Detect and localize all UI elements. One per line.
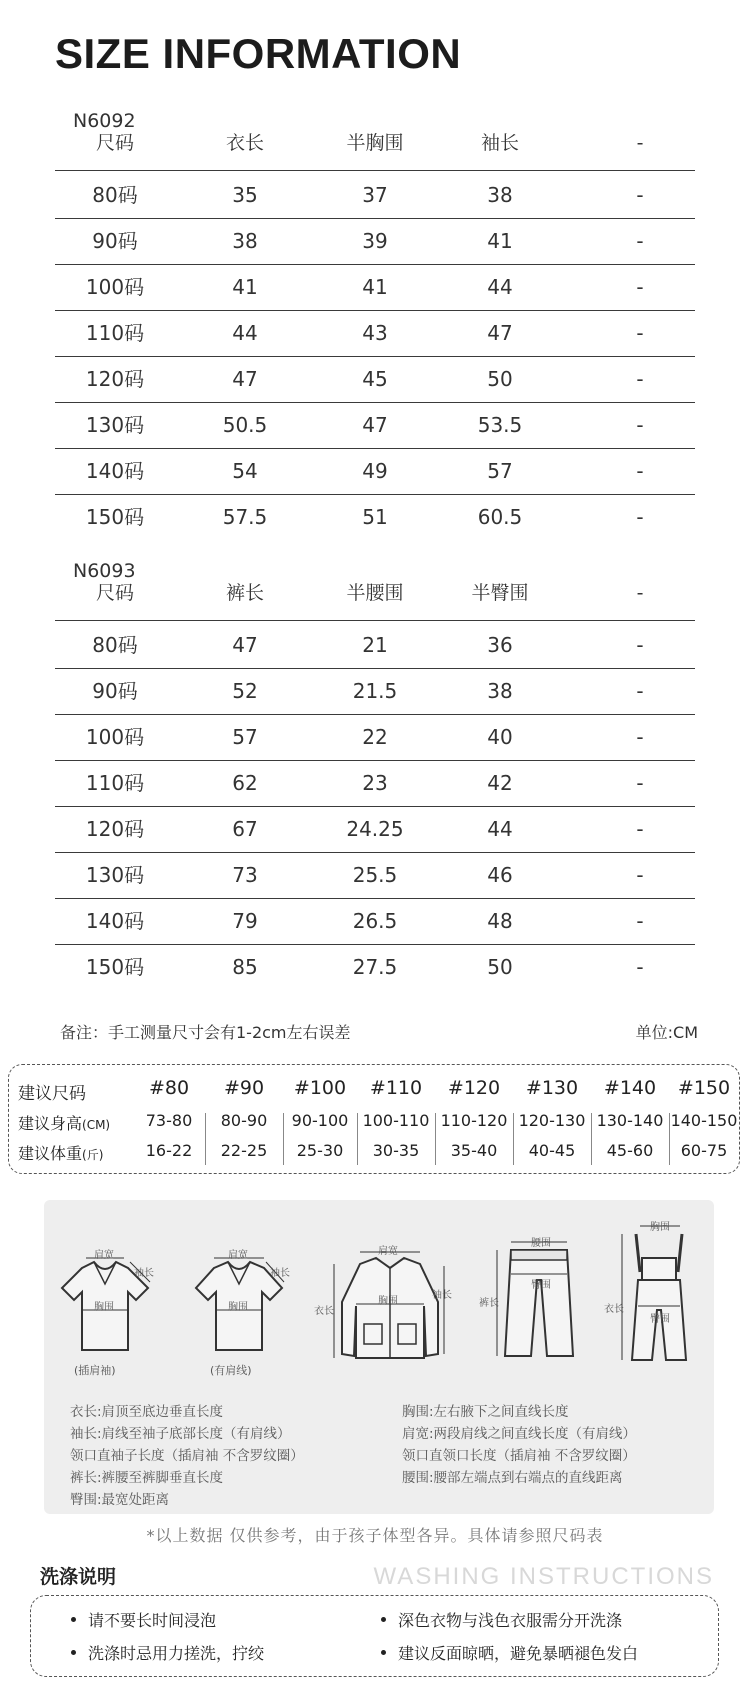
wash-item-text: 请不要长时间浸泡 (88, 1611, 217, 1630)
cell: - (636, 771, 644, 795)
weight-cell: 25-30 (296, 1141, 344, 1160)
cell: 37 (362, 183, 388, 207)
definition-shoulder: 肩宽:两段肩线之间直线长度（有肩线） (402, 1426, 637, 1442)
shoulder-label: 肩宽 (378, 1246, 398, 1257)
shoulder-caption: (有肩线) (210, 1364, 252, 1377)
header-cell: 尺码 (95, 132, 134, 154)
hip-label: 臀围 (531, 1280, 551, 1291)
column-separator (513, 1113, 514, 1165)
cell: 23 (362, 771, 388, 795)
table-row (55, 714, 695, 760)
cell: 47 (362, 413, 388, 437)
bullet-icon (71, 1650, 76, 1655)
cell: 36 (487, 633, 513, 657)
definition-length: 衣长:肩顶至底边垂直长度 (70, 1404, 224, 1420)
overalls-icon (614, 1210, 704, 1380)
height-cell: 80-90 (220, 1111, 268, 1130)
cell: 54 (232, 459, 258, 483)
bullet-icon (71, 1617, 76, 1622)
weight-cell: 40-45 (528, 1141, 576, 1160)
unit-label: 单位:CM (635, 1023, 698, 1042)
header-cell: 半胸围 (346, 132, 404, 154)
cell: 38 (487, 679, 513, 703)
size-cell: #130 (525, 1077, 579, 1099)
table-row (55, 402, 695, 448)
wash-item-text: 建议反面晾晒，避免暴晒褪色发白 (398, 1644, 639, 1663)
size-cell: #90 (223, 1077, 265, 1099)
chest-label: 胸围 (650, 1222, 670, 1233)
cell: 100码 (85, 275, 145, 299)
size-cell: #110 (369, 1077, 423, 1099)
wash-item (71, 1608, 216, 1631)
cell: 120码 (85, 817, 145, 841)
cell: 24.25 (346, 817, 404, 841)
cell: 53.5 (477, 413, 523, 437)
cell: - (636, 413, 644, 437)
height-cell: 73-80 (145, 1111, 193, 1130)
cell: 48 (487, 909, 513, 933)
washing-title-en: WASHING INSTRUCTIONS (373, 1563, 714, 1590)
table-row (55, 622, 695, 668)
chest-label: 胸围 (378, 1296, 398, 1307)
table-row (55, 806, 695, 852)
table-row (55, 494, 695, 540)
header-cell: - (636, 582, 644, 604)
height-cell: 110-120 (440, 1111, 508, 1130)
cell: 45 (362, 367, 388, 391)
size-cell: #100 (293, 1077, 347, 1099)
weight-cell: 22-25 (220, 1141, 268, 1160)
recommendation-box (8, 1064, 740, 1174)
column-separator (591, 1113, 592, 1165)
cell: 27.5 (352, 955, 398, 979)
header-cell: 尺码 (95, 582, 134, 604)
weight-cell: 30-35 (372, 1141, 420, 1160)
table-row (55, 760, 695, 806)
definition-chest: 胸围:左右腋下之间直线长度 (402, 1404, 569, 1420)
jacket-figure (314, 1242, 460, 1372)
cell: 35 (232, 183, 258, 207)
definition-hip: 臀围:最宽处距离 (70, 1492, 170, 1508)
cell: 52 (232, 679, 258, 703)
washing-instructions-box (30, 1595, 719, 1677)
column-separator (435, 1113, 436, 1165)
cell: 44 (487, 275, 513, 299)
cell: 49 (362, 459, 388, 483)
cell: 50 (487, 955, 513, 979)
cell: 80码 (92, 183, 138, 207)
column-separator (205, 1113, 206, 1165)
cell: 73 (232, 863, 258, 887)
cell: - (636, 183, 644, 207)
cell: 67 (232, 817, 258, 841)
product-code: N6092 (73, 110, 136, 132)
header-cell: 衣长 (225, 132, 264, 154)
disclaimer: *以上数据 仅供参考，由于孩子体型各异。具体请参照尺码表 (146, 1526, 604, 1545)
cell: - (636, 863, 644, 887)
cell: 79 (232, 909, 258, 933)
bullet-icon (381, 1650, 386, 1655)
measurement-note: 备注：手工测量尺寸会有1-2cm左右误差 (60, 1023, 351, 1042)
size-cell: #120 (447, 1077, 501, 1099)
cell: 85 (232, 955, 258, 979)
column-separator (283, 1113, 284, 1165)
cell: - (636, 817, 644, 841)
wash-item (381, 1641, 638, 1664)
cell: - (636, 505, 644, 529)
definition-waist: 腰围:腰部左端点到右端点的直线距离 (402, 1470, 623, 1486)
header-cell: - (636, 132, 644, 154)
weight-unit: (斤) (82, 1148, 104, 1162)
table-row (55, 898, 695, 944)
sleeve-label: 袖长 (270, 1268, 290, 1279)
cell: 46 (487, 863, 513, 887)
sleeve-label: 袖长 (432, 1290, 452, 1301)
tshirt-raglan-figure (50, 1250, 160, 1380)
cell: 42 (487, 771, 513, 795)
cell: 110码 (85, 771, 145, 795)
overalls-figure (604, 1210, 704, 1380)
cell: 60.5 (477, 505, 523, 529)
cell: 22 (362, 725, 388, 749)
header-cell: 半腰围 (346, 582, 404, 604)
cell: - (636, 459, 644, 483)
definition-collar-2: 领口直领口长度（插肩袖 不含罗纹圈） (402, 1448, 636, 1464)
waist-label: 腰围 (531, 1238, 551, 1249)
cell: 90码 (92, 679, 138, 703)
cell: 57 (487, 459, 513, 483)
shoulder-label: 肩宽 (228, 1250, 248, 1261)
table-row (55, 668, 695, 714)
cell: - (636, 679, 644, 703)
cell: 140码 (85, 909, 145, 933)
height-cell: 130-140 (596, 1111, 664, 1130)
divider (55, 170, 695, 171)
height-cell: 90-100 (291, 1111, 349, 1130)
cell: 50.5 (222, 413, 268, 437)
header-cell: 袖长 (480, 132, 519, 154)
cell: 38 (232, 229, 258, 253)
cell: 21 (362, 633, 388, 657)
cell: 130码 (85, 863, 145, 887)
cell: 120码 (85, 367, 145, 391)
cell: 62 (232, 771, 258, 795)
measurement-diagram (44, 1200, 714, 1514)
length-label: 衣长 (314, 1306, 334, 1317)
wash-item-text: 深色衣物与浅色衣服需分开洗涤 (398, 1611, 623, 1630)
cell: 25.5 (352, 863, 398, 887)
cell: - (636, 367, 644, 391)
cell: 57 (232, 725, 258, 749)
cell: 26.5 (352, 909, 398, 933)
cell: 50 (487, 367, 513, 391)
length-label: 裤长 (479, 1298, 499, 1309)
cell: 47 (232, 367, 258, 391)
cell: 100码 (85, 725, 145, 749)
raglan-caption: (插肩袖) (74, 1364, 116, 1377)
wash-item (381, 1608, 622, 1631)
height-cell: 140-150 (670, 1111, 738, 1130)
cell: - (636, 955, 644, 979)
header-cell: 半臀围 (471, 582, 529, 604)
divider (55, 620, 695, 621)
size-cell: #80 (148, 1077, 190, 1099)
definition-collar: 领口直袖子长度（插肩袖 不含罗纹圈） (70, 1448, 304, 1464)
page-title: SIZE INFORMATION (55, 30, 462, 77)
cell: 38 (487, 183, 513, 207)
weight-cell: 16-22 (145, 1141, 193, 1160)
table-row (55, 944, 695, 990)
table-row (55, 448, 695, 494)
cell: 39 (362, 229, 388, 253)
chest-label: 胸围 (94, 1302, 114, 1313)
table-header (55, 570, 695, 616)
washing-title: 洗涤说明 (40, 1566, 117, 1588)
cell: 44 (232, 321, 258, 345)
cell: - (636, 725, 644, 749)
height-cell: 120-130 (518, 1111, 586, 1130)
cell: - (636, 633, 644, 657)
cell: 44 (487, 817, 513, 841)
cell: 130码 (85, 413, 145, 437)
shoulder-label: 肩宽 (94, 1250, 114, 1261)
weight-cell: 35-40 (450, 1141, 498, 1160)
hip-label: 臀围 (650, 1314, 670, 1325)
cell: 57.5 (222, 505, 268, 529)
table-row (55, 356, 695, 402)
cell: 41 (232, 275, 258, 299)
table-row (55, 264, 695, 310)
column-separator (357, 1113, 358, 1165)
height-label (18, 1111, 110, 1134)
table-row (55, 172, 695, 218)
chest-label: 胸围 (228, 1302, 248, 1313)
weight-label-text: 建议体重 (18, 1144, 83, 1163)
cell: 43 (362, 321, 388, 345)
cell: 150码 (85, 505, 145, 529)
pants-icon (489, 1230, 589, 1370)
cell: 41 (487, 229, 513, 253)
height-label-text: 建议身高 (18, 1114, 83, 1133)
length-label: 衣长 (604, 1304, 624, 1315)
height-unit: (CM) (82, 1118, 111, 1132)
definition-pants-length: 裤长:裤腰至裤脚垂直长度 (70, 1470, 224, 1486)
wash-item-text: 洗涤时忌用力搓洗，拧绞 (88, 1644, 265, 1663)
table-row (55, 852, 695, 898)
cell: 110码 (85, 321, 145, 345)
cell: 47 (232, 633, 258, 657)
jacket-icon (320, 1242, 460, 1372)
table-header (55, 120, 695, 166)
size-label: 建议尺码 (18, 1084, 86, 1104)
cell: 40 (487, 725, 513, 749)
cell: 80码 (92, 633, 138, 657)
tshirt-shoulder-figure (184, 1250, 294, 1380)
wash-item (71, 1641, 264, 1664)
size-cell: #150 (677, 1077, 731, 1099)
cell: 51 (362, 505, 388, 529)
column-separator (669, 1113, 670, 1165)
table-row (55, 310, 695, 356)
height-cell: 100-110 (362, 1111, 430, 1130)
header-cell: 裤长 (225, 582, 264, 604)
bullet-icon (381, 1617, 386, 1622)
pants-figure (479, 1230, 589, 1370)
sleeve-label: 袖长 (134, 1268, 154, 1279)
cell: 41 (362, 275, 388, 299)
size-cell: #140 (603, 1077, 657, 1099)
product-code: N6093 (73, 560, 136, 582)
definition-sleeve: 袖长:肩线至袖子底部长度（有肩线） (70, 1426, 291, 1442)
cell: 150码 (85, 955, 145, 979)
cell: 21.5 (352, 679, 398, 703)
cell: 90码 (92, 229, 138, 253)
cell: - (636, 321, 644, 345)
cell: - (636, 909, 644, 933)
table-row (55, 218, 695, 264)
weight-cell: 60-75 (680, 1141, 728, 1160)
cell: 47 (487, 321, 513, 345)
cell: - (636, 229, 644, 253)
cell: 140码 (85, 459, 145, 483)
cell: - (636, 275, 644, 299)
weight-cell: 45-60 (606, 1141, 654, 1160)
weight-label (18, 1141, 103, 1164)
